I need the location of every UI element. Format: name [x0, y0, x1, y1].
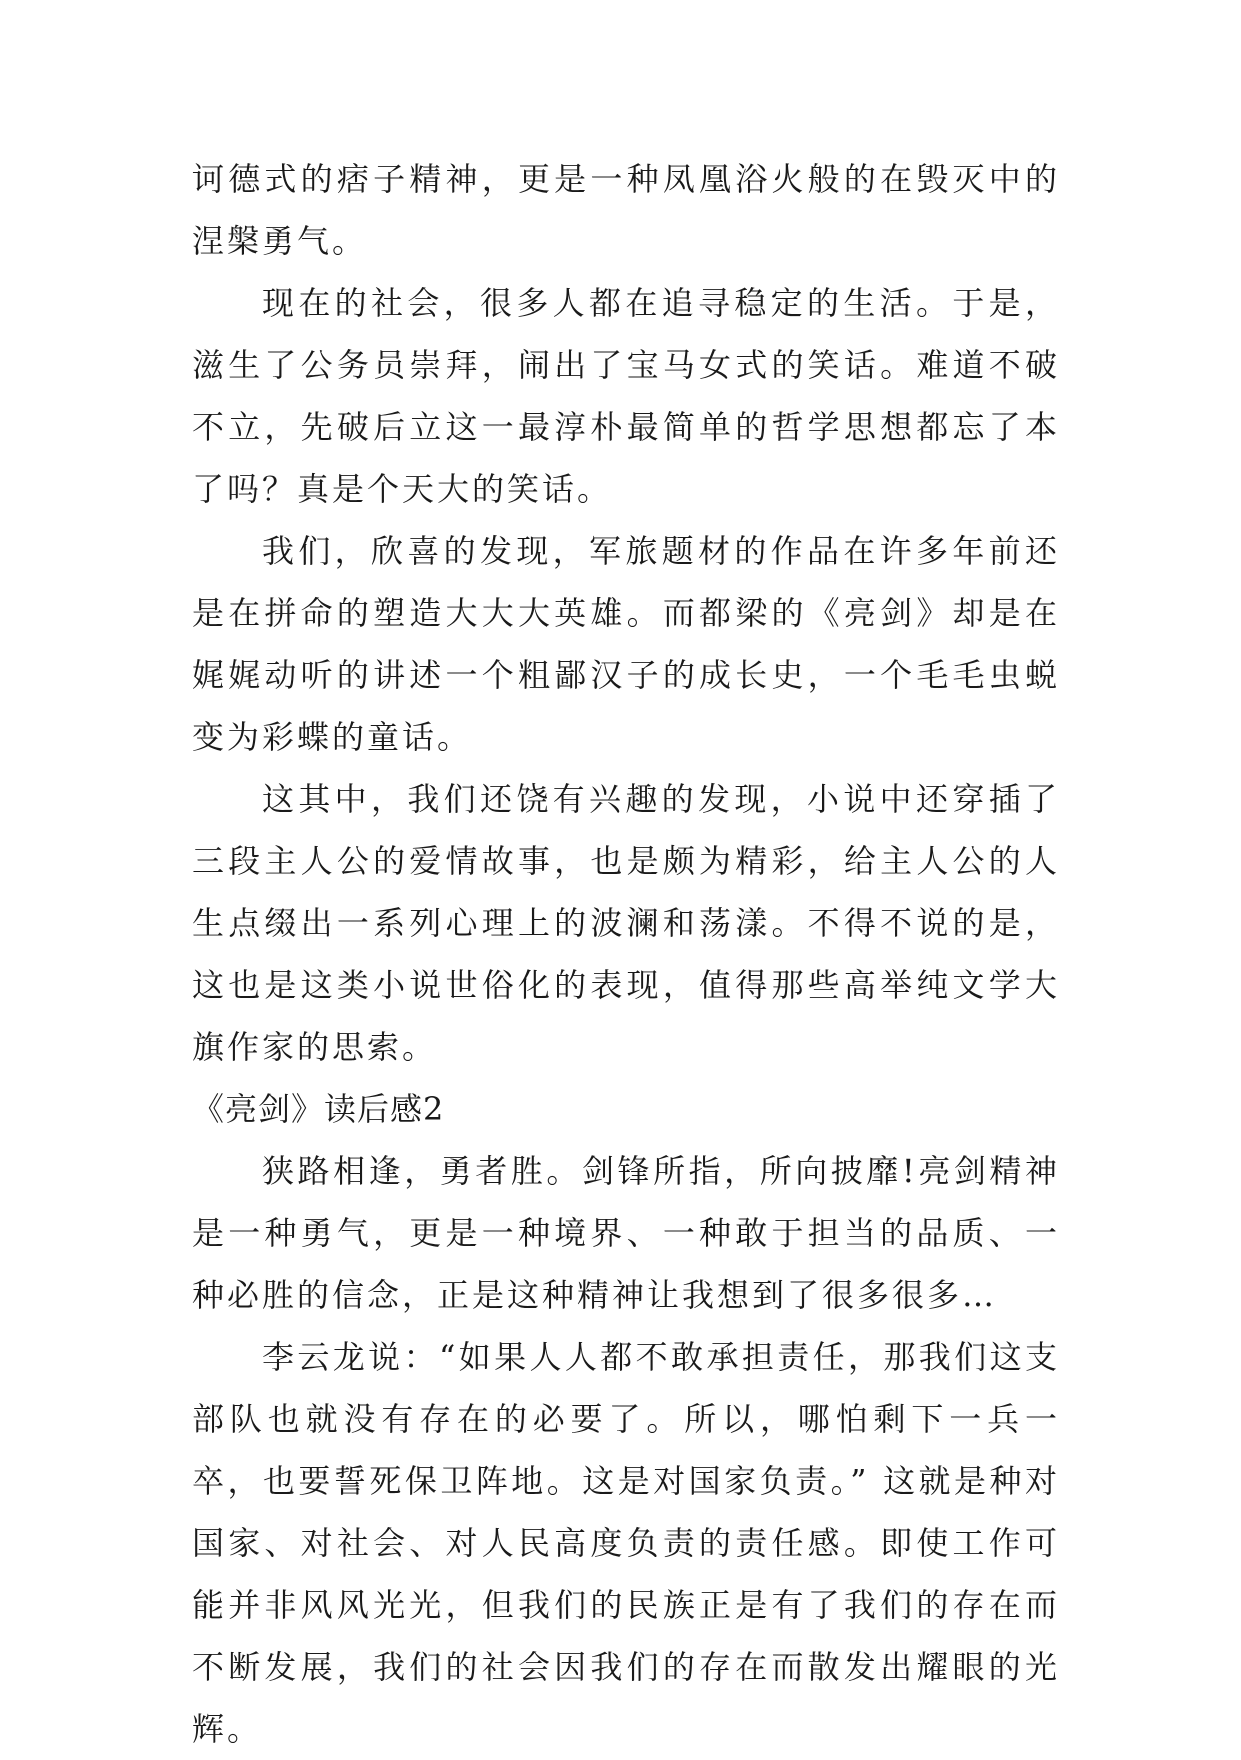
paragraph-responsibility: 李云龙说：“如果人人都不敢承担责任，那我们这支部队也就没有存在的必要了。所以，哪怕剩下一兵一卒，也要誓死保卫阵地。这是对国家负责。” 这就是种对国家、对社会、对人民高度负责的责任感。即使工作可能并非风风光光，但我们的民族正是有了我们的存在而不断发展，我们的社会因我们的存在而散发出耀眼的光辉。 — [192, 1338, 1060, 1748]
paragraph-love-story: 这其中，我们还饶有兴趣的发现，小说中还穿插了三段主人公的爱情故事，也是颇为精彩，给主人公的人生点缀出一系列心理上的波澜和荡漾。不得不说的是，这也是这类小说世俗化的表现，值得那些高举纯文学大旗作家的思索。 — [192, 780, 1060, 1066]
paragraph-continuation: 诃德式的痞子精神，更是一种凤凰浴火般的在毁灭中的涅槃勇气。 — [192, 160, 1060, 260]
section-title: 《亮剑》读后感2 — [192, 1090, 445, 1128]
paragraph-military-theme: 我们，欣喜的发现，军旅题材的作品在许多年前还是在拼命的塑造大大大英雄。而都梁的《亮剑》却是在娓娓动听的讲述一个粗鄙汉子的成长史，一个毛毛虫蜕变为彩蝶的童话。 — [192, 532, 1060, 756]
document-page — [192, 148, 1060, 1760]
paragraph-spirit: 狭路相逢，勇者胜。剑锋所指，所向披靡!亮剑精神是一种勇气，更是一种境界、一种敢于担当的品质、一种必胜的信念，正是这种精神让我想到了很多很多… — [192, 1152, 1060, 1314]
paragraph-society: 现在的社会，很多人都在追寻稳定的生活。于是，滋生了公务员崇拜，闹出了宝马女式的笑话。难道不破不立，先破后立这一最淳朴最简单的哲学思想都忘了本了吗？真是个天大的笑话。 — [192, 284, 1060, 508]
